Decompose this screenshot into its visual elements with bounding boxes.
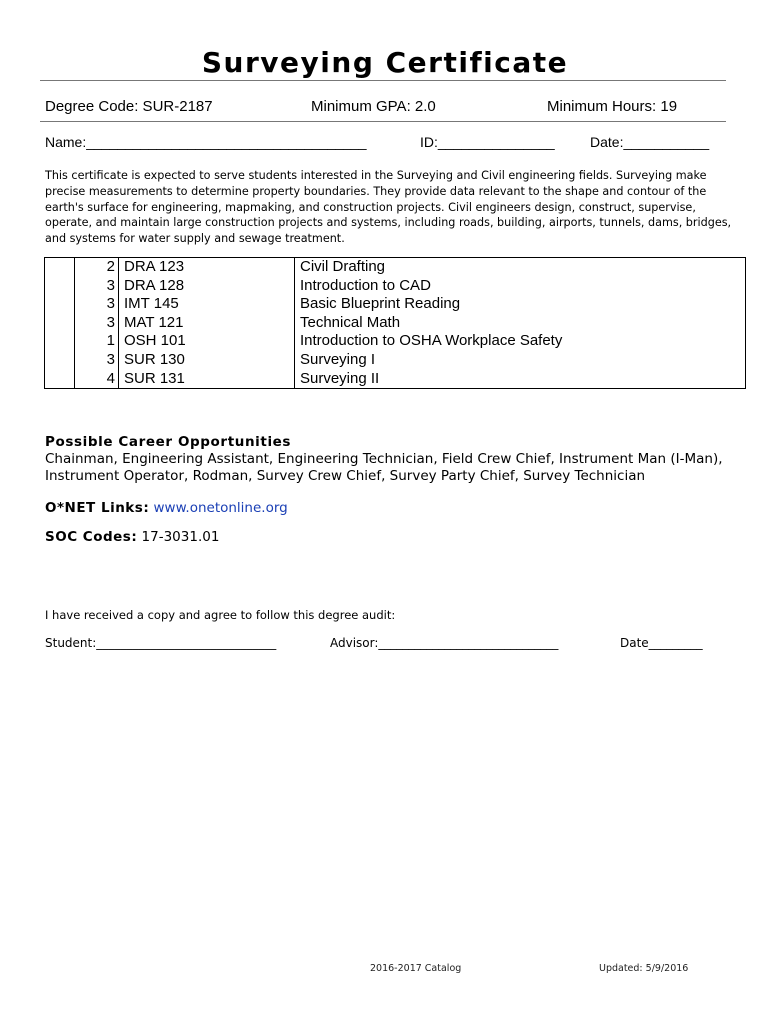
id-field[interactable]: ID:_______________ <box>420 134 555 150</box>
minimum-gpa: Minimum GPA: 2.0 <box>311 98 436 115</box>
onet-links <box>45 500 288 516</box>
course-title: Introduction to CAD <box>295 277 746 296</box>
agreement-statement: I have received a copy and agree to follow this degree audit: <box>45 608 396 622</box>
date-field[interactable]: Date:___________ <box>590 134 710 150</box>
title-divider <box>40 80 726 81</box>
course-code: SUR 130 <box>119 351 295 370</box>
onet-link[interactable]: www.onetonline.org <box>153 500 288 516</box>
course-title: Civil Drafting <box>295 258 746 277</box>
course-title: Basic Blueprint Reading <box>295 295 746 314</box>
course-row <box>45 258 746 277</box>
course-row <box>45 332 746 351</box>
course-checkbox[interactable] <box>45 314 75 333</box>
course-credits: 2 <box>75 258 119 277</box>
course-credits: 3 <box>75 277 119 296</box>
course-row <box>45 314 746 333</box>
course-code: SUR 131 <box>119 370 295 389</box>
course-credits: 3 <box>75 314 119 333</box>
course-table <box>44 257 746 389</box>
course-credits: 4 <box>75 370 119 389</box>
course-checkbox[interactable] <box>45 295 75 314</box>
course-checkbox[interactable] <box>45 258 75 277</box>
course-checkbox[interactable] <box>45 351 75 370</box>
course-row <box>45 295 746 314</box>
signature-date-field[interactable]: Date_________ <box>620 636 703 650</box>
soc-value: 17-3031.01 <box>141 529 220 545</box>
student-signature-field[interactable]: Student:______________________________ <box>45 636 277 650</box>
name-field[interactable]: Name:____________________________________ <box>45 134 367 150</box>
course-title: Surveying II <box>295 370 746 389</box>
page-title: Surveying Certificate <box>201 46 569 79</box>
course-code: DRA 128 <box>119 277 295 296</box>
course-credits: 3 <box>75 295 119 314</box>
soc-codes <box>45 529 219 545</box>
course-credits: 1 <box>75 332 119 351</box>
advisor-signature-field[interactable]: Advisor:______________________________ <box>330 636 559 650</box>
career-list: Chainman, Engineering Assistant, Engineering Technician, Field Crew Chief, Instrument Man (I-Man), Instrument Operator, Rodman, Survey Crew Chief, Survey Party Chief, Survey Technician <box>45 451 723 484</box>
minimum-hours: Minimum Hours: 19 <box>547 98 678 115</box>
course-code: DRA 123 <box>119 258 295 277</box>
course-row <box>45 277 746 296</box>
course-code: IMT 145 <box>119 295 295 314</box>
course-title: Surveying I <box>295 351 746 370</box>
course-title: Introduction to OSHA Workplace Safety <box>295 332 746 351</box>
course-code: OSH 101 <box>119 332 295 351</box>
course-checkbox[interactable] <box>45 370 75 389</box>
course-title: Technical Math <box>295 314 746 333</box>
course-row <box>45 370 746 389</box>
catalog-footer: 2016-2017 Catalog <box>370 963 462 974</box>
course-credits: 3 <box>75 351 119 370</box>
header-divider <box>40 121 726 122</box>
updated-footer: Updated: 5/9/2016 <box>599 963 689 974</box>
degree-code: Degree Code: SUR-2187 <box>45 98 213 115</box>
career-heading: Possible Career Opportunities <box>45 434 292 450</box>
course-code: MAT 121 <box>119 314 295 333</box>
course-checkbox[interactable] <box>45 277 75 296</box>
course-checkbox[interactable] <box>45 332 75 351</box>
course-row <box>45 351 746 370</box>
soc-label: SOC Codes: <box>45 529 138 545</box>
certificate-description: This certificate is expected to serve students interested in the Surveying and Civil engineering fields. Surveying make precise measurements to determine property boundaries. They provide data relevant to the shape and contour of the earth's surface for engineering, mapmaking, and construction projects. Civil engineers design, construct, supervise, operate, and maintain large construction projects and systems, including roads, building, airports, tunnels, dams, bridges, and systems for water supply and sewage treatment. <box>45 169 732 246</box>
onet-label: O*NET Links: <box>45 500 150 516</box>
